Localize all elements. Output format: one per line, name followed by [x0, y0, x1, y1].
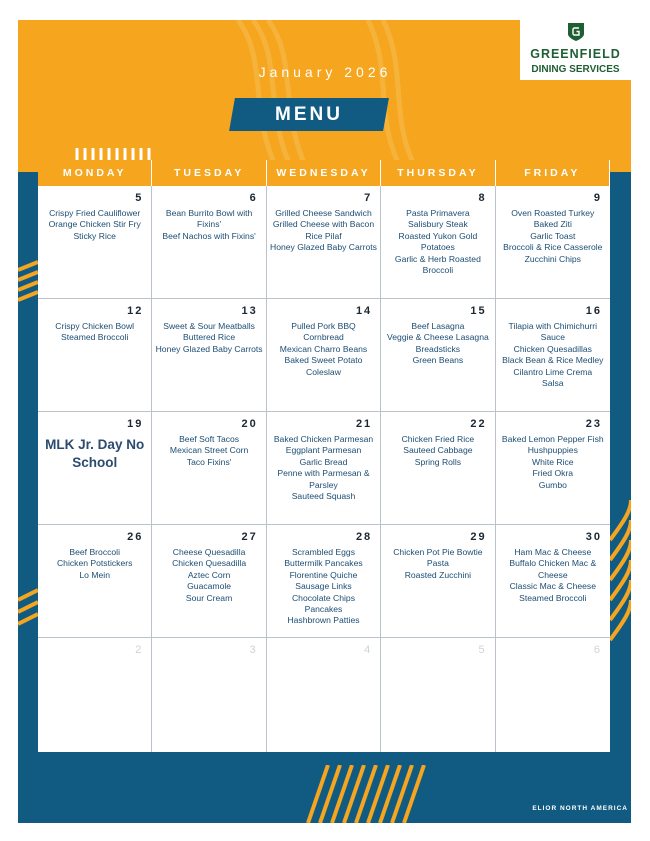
menu-item: Fried Okra [532, 468, 574, 479]
menu-item: Crispy Chicken Bowl [55, 321, 135, 331]
menu-item: Sour Cream [185, 592, 233, 603]
menu-item: Salisbury Steak [408, 219, 468, 230]
calendar-day-cell [152, 299, 266, 412]
menu-item: Steamed Broccoli [61, 332, 129, 343]
day-number: 3 [249, 644, 258, 656]
day-number: 26 [127, 531, 144, 543]
menu-item: Garlic Toast [530, 230, 576, 241]
calendar-day-cell [496, 525, 610, 638]
menu-item-list [384, 434, 491, 468]
day-number: 14 [355, 305, 373, 317]
menu-item: Pancakes [304, 604, 343, 615]
day-number: 7 [364, 192, 373, 204]
menu-item-list [155, 547, 262, 604]
menu-item: Sausage Links [295, 581, 352, 592]
menu-item: Hashbrown Patties [287, 615, 360, 626]
day-number: 16 [585, 305, 602, 317]
menu-item-list [499, 208, 607, 265]
menu-item: Cilantro Lime Crema [513, 366, 593, 377]
menu-item-list [155, 208, 262, 242]
calendar-day-cell [381, 638, 495, 752]
menu-item-list [41, 208, 148, 242]
menu-item: Cornbread [303, 332, 344, 343]
menu-item: Mexican Charro Beans [279, 343, 368, 354]
menu-item: Buttermilk Pancakes [284, 558, 363, 569]
menu-item: Breadsticks [415, 343, 461, 354]
menu-item-list [384, 321, 491, 367]
day-header-thursday: THURSDAY [381, 160, 495, 186]
menu-item: Garlic & Herb Roasted Broccoli [394, 253, 481, 276]
menu-item: Beef Nachos with Fixins' [162, 230, 256, 241]
menu-item-list [270, 208, 377, 254]
calendar-day-cell [152, 412, 266, 525]
menu-calendar [38, 160, 610, 752]
menu-item: Baked Lemon Pepper Fish [501, 434, 604, 444]
day-number: 29 [470, 531, 487, 543]
menu-item: Steamed Broccoli [519, 592, 587, 603]
menu-item: Grilled Cheese with Bacon [272, 219, 375, 230]
menu-item: Florentine Quiche [289, 569, 358, 580]
menu-item: Baked Ziti [533, 219, 572, 230]
menu-item-list [41, 321, 148, 344]
calendar-day-cell [381, 186, 495, 299]
menu-item-list [499, 321, 607, 389]
menu-item: Sticky Rice [73, 230, 116, 241]
menu-item: Chicken Quesadillas [513, 343, 592, 354]
menu-item-list [384, 547, 491, 581]
menu-item: Oven Roasted Turkey [511, 208, 595, 218]
calendar-day-cell [267, 638, 381, 752]
day-number: 20 [241, 418, 258, 430]
menu-item-list [270, 434, 377, 502]
menu-item: Eggplant Parmesan [285, 445, 362, 456]
menu-item: Rice Pilaf [305, 230, 342, 241]
day-header-tuesday: TUESDAY [152, 160, 266, 186]
holiday-note: MLK Jr. Day No School [45, 437, 145, 470]
day-header-friday: FRIDAY [496, 160, 610, 186]
menu-item: Scrambled Eggs [291, 547, 356, 557]
menu-item-list [41, 547, 148, 581]
menu-item-list [155, 321, 262, 355]
day-number: 4 [364, 644, 373, 656]
menu-item: Lo Mein [79, 569, 110, 580]
menu-item: Honey Glazed Baby Carrots [269, 242, 377, 253]
menu-item: Coleslaw [306, 366, 341, 377]
menu-item: Veggie & Cheese Lasagna [387, 332, 489, 343]
day-number: 9 [593, 192, 602, 204]
greenfield-logo [520, 20, 631, 80]
day-number: 21 [355, 418, 373, 430]
menu-item: Cheese Quesadilla [172, 547, 246, 557]
menu-item: Aztec Corn [187, 569, 231, 580]
menu-item: Buffalo Chicken Mac & Cheese [509, 558, 597, 580]
menu-item-list [499, 434, 607, 491]
calendar-day-cell [381, 299, 495, 412]
menu-item: Salsa [542, 378, 564, 389]
menu-item: Taco Fixins' [186, 456, 232, 467]
shield-icon [567, 22, 585, 42]
menu-item: Guacamole [187, 581, 232, 592]
menu-item: Hushpuppies [527, 445, 578, 456]
menu-item: Black Bean & Rice Medley [502, 355, 604, 366]
day-number: 8 [478, 192, 487, 204]
menu-item: Broccoli & Rice Casserole [503, 242, 603, 253]
menu-item: Chicken Potstickers [56, 558, 133, 569]
menu-item: Beef Broccoli [69, 547, 121, 557]
calendar-day-cell [38, 412, 152, 525]
calendar-day-cell [152, 638, 266, 752]
calendar-day-cell [38, 186, 152, 299]
logo-name: GREENFIELD [530, 47, 621, 61]
calendar-day-cell [152, 525, 266, 638]
menu-title: MENU [275, 104, 343, 125]
menu-item: Zucchini Chips [524, 253, 581, 264]
day-number: 23 [585, 418, 602, 430]
menu-item: Bean Burrito Bowl with Fixins' [165, 208, 253, 230]
menu-item: Baked Chicken Parmesan [273, 434, 374, 444]
menu-item: Honey Glazed Baby Carrots [155, 343, 263, 354]
menu-item: Classic Mac & Cheese [509, 581, 597, 592]
menu-item: Sweet & Sour Meatballs [163, 321, 255, 331]
month-label: January 2026 [258, 64, 392, 80]
menu-item-list [270, 321, 377, 378]
day-number: 22 [470, 418, 487, 430]
menu-item-list [499, 547, 607, 604]
footer-brand: ELIOR NORTH AMERICA [532, 805, 628, 812]
calendar-day-cell [38, 638, 152, 752]
day-number: 27 [241, 531, 258, 543]
day-number: 15 [470, 305, 487, 317]
calendar-day-cell [381, 525, 495, 638]
menu-item: Roasted Zucchini [404, 569, 472, 580]
menu-item: Chicken Pot Pie Bowtie Pasta [393, 547, 483, 569]
menu-item-list [384, 208, 491, 276]
day-number: 5 [135, 192, 144, 204]
menu-item: Buttered Rice [183, 332, 236, 343]
calendar-day-cell [38, 299, 152, 412]
calendar-day-cell [267, 299, 381, 412]
day-header-monday: MONDAY [38, 160, 152, 186]
menu-item-list [270, 547, 377, 627]
day-number: 28 [355, 531, 373, 543]
menu-item: Tilapia with Chimichurri Sauce [508, 321, 598, 343]
calendar-day-cell [267, 525, 381, 638]
day-number: 19 [127, 418, 144, 430]
menu-item: Green Beans [412, 355, 464, 366]
menu-item: Chocolate Chips [291, 592, 356, 603]
menu-item: Grilled Cheese Sandwich [275, 208, 372, 218]
menu-item: Garlic Bread [299, 456, 348, 467]
menu-item: Orange Chicken Stir Fry [48, 219, 141, 230]
menu-item: Sauteed Cabbage [403, 445, 473, 456]
menu-item: Beef Lasagna [411, 321, 465, 331]
menu-item: Crispy Fried Cauliflower [49, 208, 141, 218]
menu-item: Pasta Primavera [406, 208, 470, 218]
day-number: 12 [127, 305, 144, 317]
menu-item: Mexican Street Corn [169, 445, 249, 456]
menu-item-list [155, 434, 262, 468]
calendar-day-cell [152, 186, 266, 299]
menu-item: White Rice [532, 456, 574, 467]
calendar-day-cell [267, 412, 381, 525]
calendar-day-cell [267, 186, 381, 299]
menu-item: Sauteed Squash [291, 491, 356, 502]
calendar-day-cell [381, 412, 495, 525]
menu-item: Baked Sweet Potato [284, 355, 363, 366]
day-number: 2 [135, 644, 144, 656]
menu-item: Ham Mac & Cheese [514, 547, 592, 557]
day-header-wednesday: WEDNESDAY [267, 160, 381, 186]
menu-item: Gumbo [538, 479, 567, 490]
menu-item: Spring Rolls [414, 456, 462, 467]
day-number: 6 [593, 644, 602, 656]
menu-item: Pulled Pork BBQ [291, 321, 356, 331]
menu-item: Chicken Quesadilla [172, 558, 247, 569]
menu-item: Penne with Parmesan & Parsley [277, 468, 370, 490]
logo-subtitle: DINING SERVICES [531, 64, 620, 75]
day-number: 6 [249, 192, 258, 204]
day-number: 13 [241, 305, 258, 317]
calendar-day-cell [496, 299, 610, 412]
day-number: 5 [478, 644, 487, 656]
calendar-day-cell [496, 186, 610, 299]
calendar-day-cell [38, 525, 152, 638]
menu-page [18, 20, 631, 823]
menu-item: Chicken Fried Rice [401, 434, 475, 444]
menu-item: Beef Soft Tacos [179, 434, 240, 444]
calendar-day-cell [496, 638, 610, 752]
day-number: 30 [585, 531, 602, 543]
calendar-day-cell [496, 412, 610, 525]
menu-item: Roasted Yukon Gold Potatoes [398, 230, 478, 253]
